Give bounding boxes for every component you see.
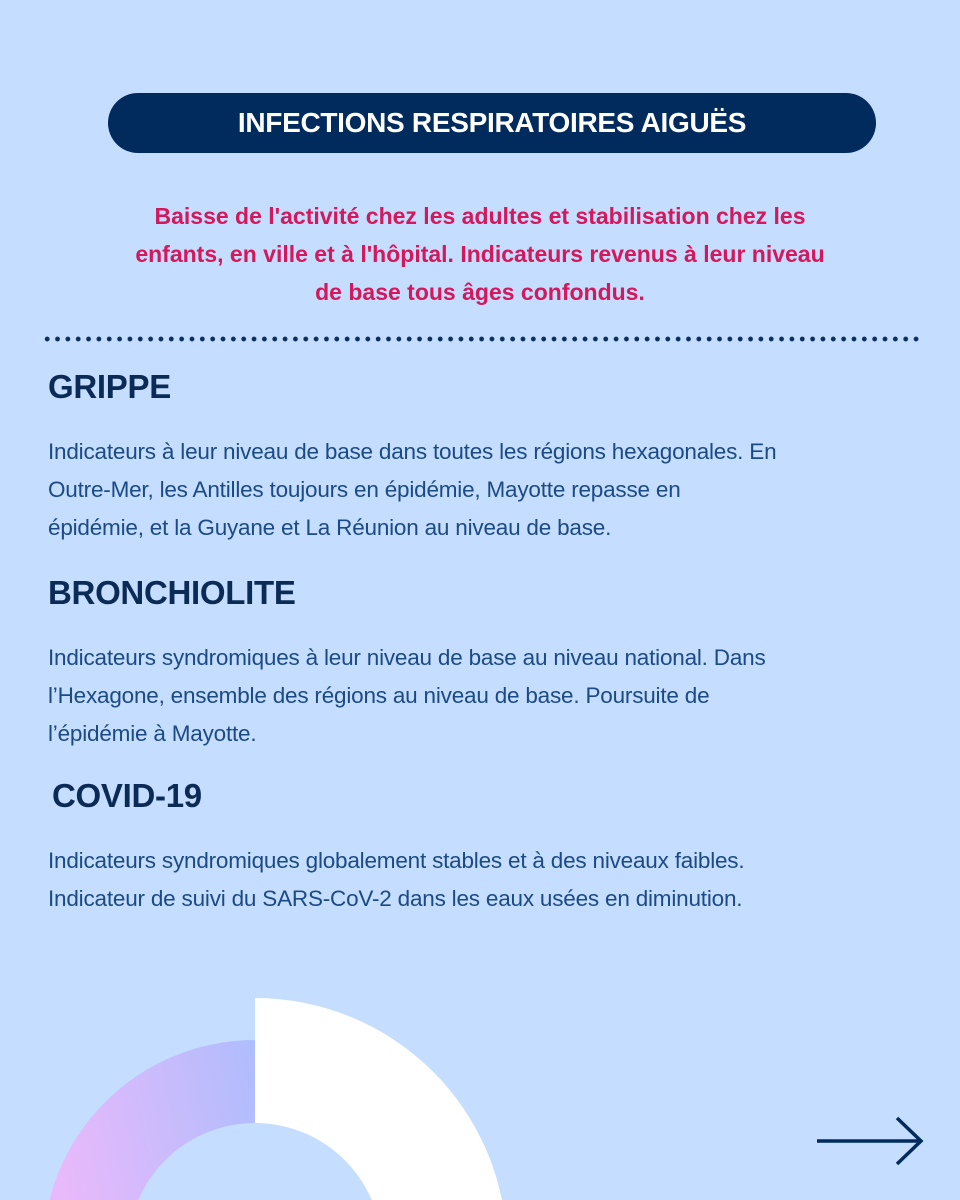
text-line: épidémie, et la Guyane et La Réunion au niveau de base. xyxy=(48,515,612,540)
heading-covid: COVID-19 xyxy=(52,777,202,814)
text-line: Indicateurs syndromiques globalement stables et à des niveaux faibles. xyxy=(48,848,745,873)
heading-grippe: GRIPPE xyxy=(48,368,171,405)
text-line: l’épidémie à Mayotte. xyxy=(48,721,257,746)
lead-line: Baisse de l'activité chez les adultes et stabilisation chez les xyxy=(154,203,806,229)
heading-bronchiolite: BRONCHIOLITE xyxy=(48,574,296,611)
arrow-right-icon[interactable] xyxy=(815,1115,927,1167)
text-line: Outre-Mer, les Antilles toujours en épidémie, Mayotte repasse en xyxy=(48,477,681,502)
text-line: Indicateurs syndromiques à leur niveau de base au niveau national. Dans xyxy=(48,645,766,670)
text-line: Indicateur de suivi du SARS-CoV-2 dans les eaux usées en diminution. xyxy=(48,886,743,911)
text-line: l’Hexagone, ensemble des régions au niveau de base. Poursuite de xyxy=(48,683,710,708)
banner-title: INFECTIONS RESPIRATOIRES AIGUËS xyxy=(237,107,747,138)
purple-ring-segment xyxy=(43,1040,255,1200)
lead-line: enfants, en ville et à l'hôpital. Indicateurs revenus à leur niveau xyxy=(135,241,825,267)
white-ring-segment xyxy=(255,998,507,1200)
lead-line: de base tous âges confondus. xyxy=(315,279,645,305)
text-line: Indicateurs à leur niveau de base dans toutes les régions hexagonales. En xyxy=(48,439,777,464)
